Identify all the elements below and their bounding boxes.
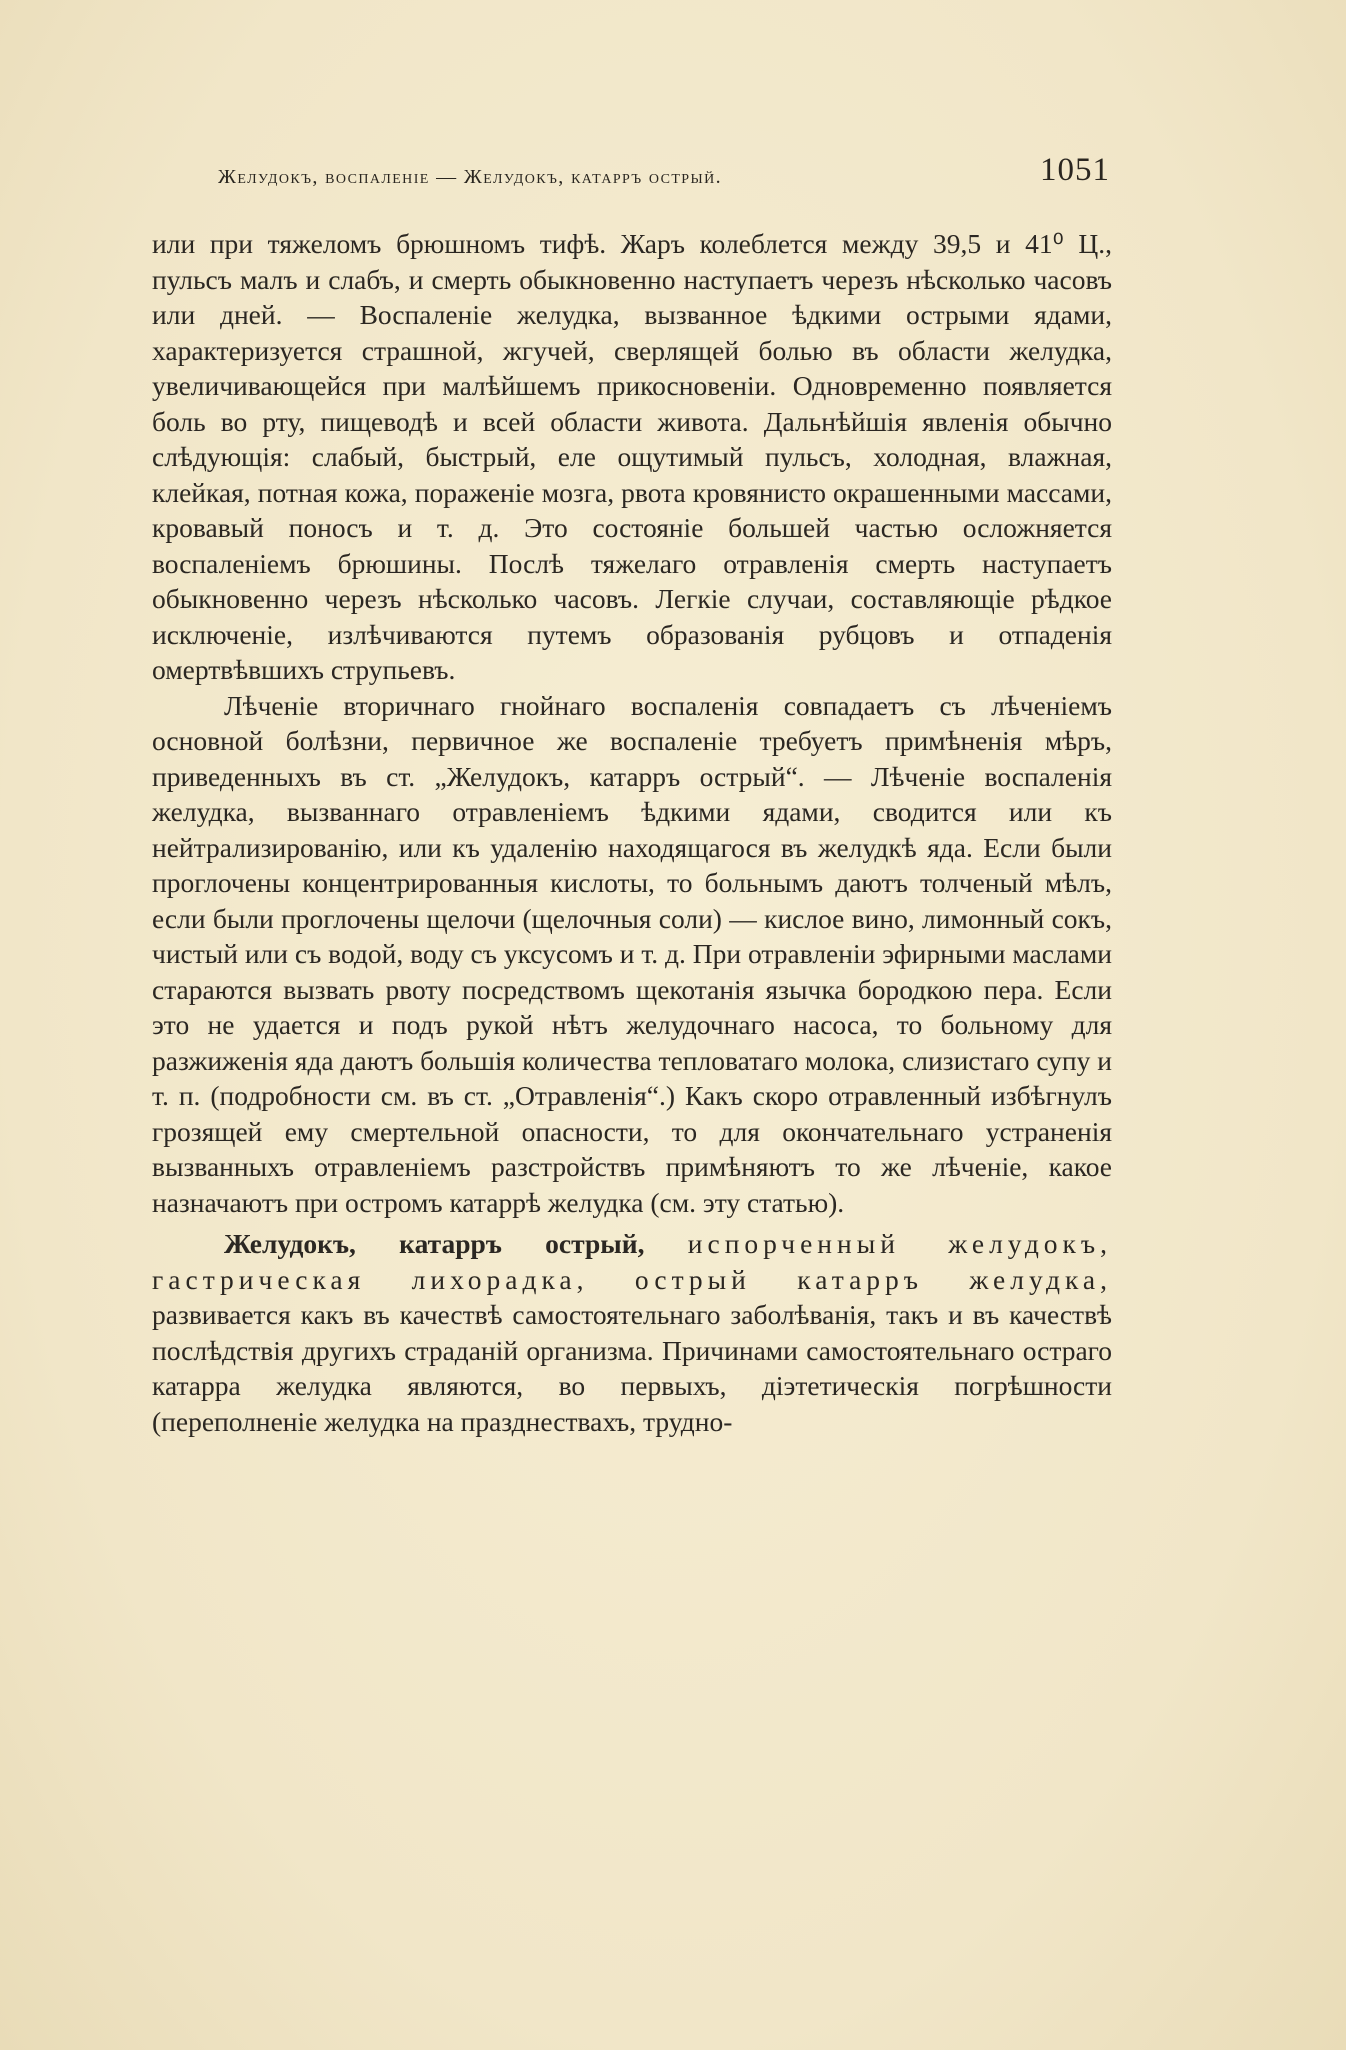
- entry-synonyms: испорченный желудокъ, гастрическая лихорадка, острый катарръ желудка,: [152, 1228, 1113, 1295]
- page-header: [218, 152, 1110, 198]
- paragraph-treatment: Лѣченіе вторичнаго гнойнаго воспаленія совпадаетъ съ лѣченіемъ основной болѣзни, первичное же воспаленіе требуетъ примѣненія мѣръ, приведенныхъ въ ст. „Желудокъ, катарръ острый“. — Лѣченіе воспаленія желудка, вызваннаго отравленіемъ ѣдкими ядами, сводится или къ нейтрализированію, или къ удаленію находящагося въ желудкѣ яда. Если были проглочены концентрированныя кислоты, то больнымъ даютъ толченый мѣлъ, если были проглочены щелочи (щелочныя соли) — кислое вино, лимонный сокъ, чистый или съ водой, воду съ уксусомъ и т. д. При отравленіи эфирными маслами стараются вызвать рвоту посредствомъ щекотанія язычка бородкою пера. Если это не удается и подъ рукой нѣтъ желудочнаго насоса, то больному для разжиженія яда даютъ большія количества тепловатаго молока, слизистаго супу и т. п. (подробности см. въ ст. „Отравленія“.) Какъ скоро отравленный избѣгнулъ грозящей ему смертельной опасности, то для окончательнаго устраненія вызванныхъ отравленіемъ разстройствъ примѣняютъ то же лѣченіе, какое назначаютъ при остромъ катаррѣ желудка (см. эту статью).: [152, 689, 1112, 1218]
- entry-headword: Желудокъ, катарръ острый,: [224, 1228, 645, 1259]
- paragraph-continuation: или при тяжеломъ брюшномъ тифѣ. Жаръ колеблется между 39,5 и 41⁰ Ц., пульсъ малъ и слабъ, и смерть обыкновенно наступаетъ черезъ нѣсколько часовъ или дней. — Воспаленіе желудка, вызванное ѣдкими острыми ядами, характеризуется страшной, жгучей, сверлящей болью въ области желудка, увеличивающейся при малѣйшемъ прикосновеніи. Одновременно появляется боль во рту, пищеводѣ и всей области живота. Дальнѣйшія явленія обычно слѣдующія: слабый, быстрый, еле ощутимый пульсъ, холодная, влажная, клейкая, потная кожа, пораженіе мозга, рвота кровянисто окрашенными массами, кровавый поносъ и т. д. Это состояніе большей частью осложняется воспаленіемъ брюшины. Послѣ тяжелаго отравленія смерть наступаетъ обыкновенно черезъ нѣсколько часовъ. Легкіе случаи, составляющіе рѣдкое исключеніе, излѣчиваются путемъ образованія рубцовъ и отпаденія омертвѣвшихъ струпьевъ.: [152, 228, 1112, 685]
- dictionary-entry: [152, 1226, 1112, 1439]
- running-head: Желудокъ, воспаленіе — Желудокъ, катарръ острый.: [218, 166, 722, 188]
- main-text: [152, 226, 1112, 1439]
- entry-text: развивается какъ въ качествѣ самостоятельнаго заболѣванія, такъ и въ качествѣ послѣдствія другихъ страданій организма. Причинами самостоятельнаго остраго катарра желудка являются, во первыхъ, діэтетическія погрѣшности (переполненіе желудка на празднествахъ, трудно-: [152, 1299, 1112, 1437]
- page-number: 1051: [1040, 152, 1110, 188]
